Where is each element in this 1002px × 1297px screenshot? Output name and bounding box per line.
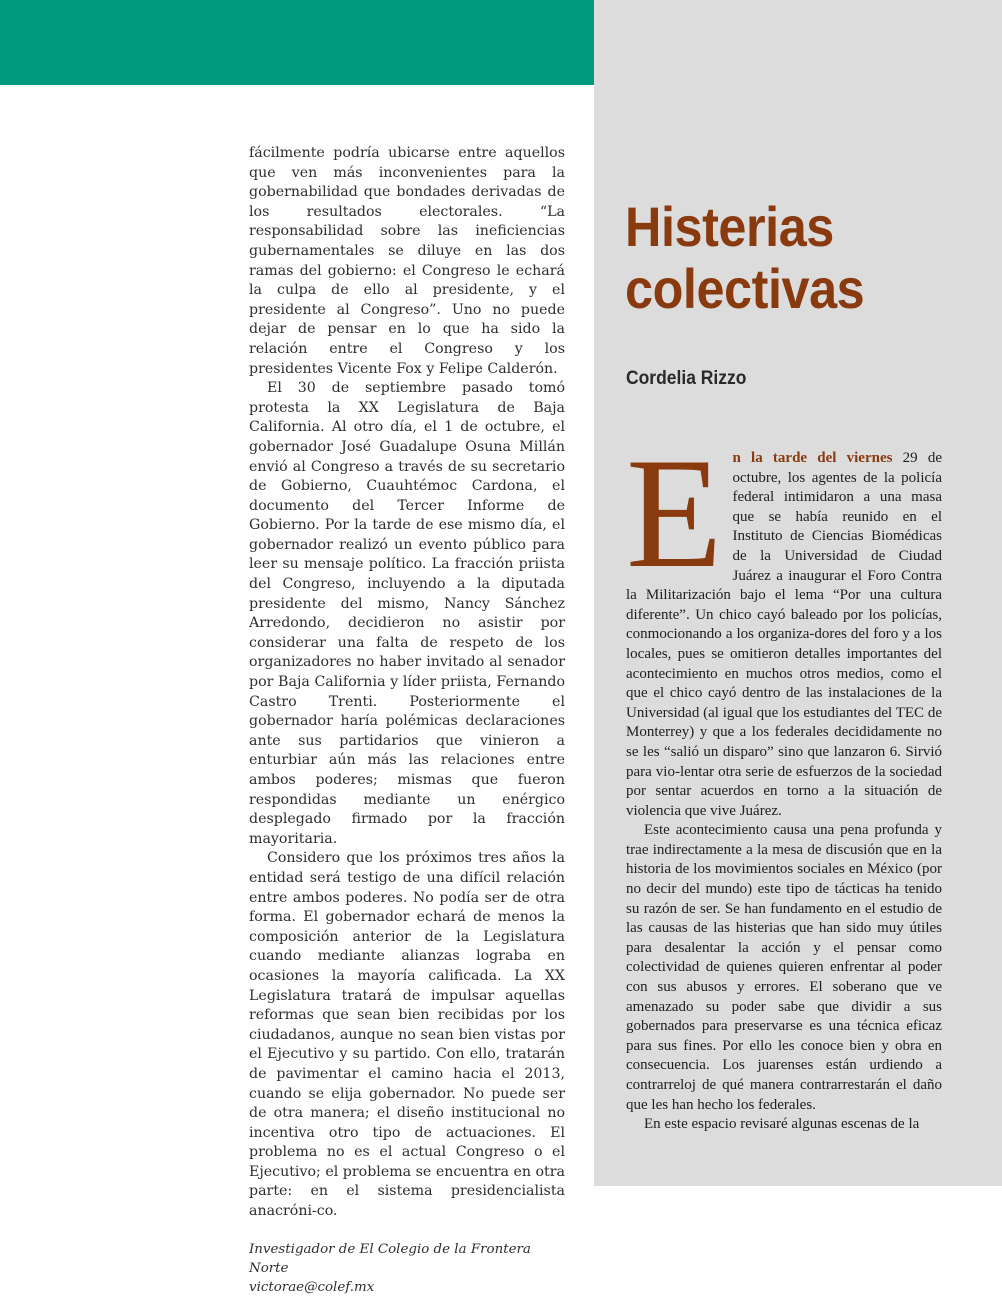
body-paragraph: El 30 de septiembre pasado tomó protesta la XX Legislatura de Baja California. Al otro día, el 1 de octubre, el gobernador José Guadalupe Osuna Millán envió al Congreso a través de su secretario de Gobierno, Cuauhtémoc Cardona, el documento del Tercer Informe de Gobierno. Por la tarde de ese mismo día, el gobernador realizó un evento público para leer su mensaje político. La fracción priista del Congreso, incluyendo a la diputada presidente del mismo, Nancy Sánchez Arredondo, decidieron no asistir por considerar una falta de respeto de los organizadores no haber invitado al senador por Baja California y líder priista, Fernando Castro Trenti. Posteriormente el gobernador haría polémicas declaraciones ante sus partidarios que vinieron a enturbiar aún más las relaciones entre ambos poderes; mismas que fueron respondidas mediante un enérgico desplegado firmado por la fracción mayoritaria. bbox=[249, 380, 565, 847]
body-paragraph: Considero que los próximos tres años la entidad será testigo de una difícil relación entre ambos poderes. No podía ser de otra forma. El gobernador echará de menos la composición anterior de la Legislatura cuando mediante alianzas lograba en ocasiones la mayoría calificada. La XX Legislatura tratará de impulsar aquellas reformas que sean bien recibidas por los ciudadanos, aunque no sean bien vistas por el Ejecutivo y su partido. Con ello, tratarán de pavimentar el camino hacia el 2013, cuando se elija gobernador. No puede ser de otra manera; el diseño institucional no incentiva otro tipo de actuaciones. El problema no es el actual Congreso o el Ejecutivo; el problema se encuentra en otra parte: en el sistema presidencialista anacróni-co. bbox=[249, 850, 565, 1220]
paragraph-text: 29 de octubre, los agentes de la policía federal intimidaron a una masa que se había reunido en el Instituto de Ciencias Biomédicas de la Universidad de Ciudad Juárez a inaugurar el Foro Contra la Militarización bajo el lema “Por una cultura diferente”. Un chico cayó baleado por los policías, conmocionando a los organiza-dores del foro y a los locales, pues se omitieron detalles importantes del acontecimiento en muchos otros medios, como el que el chico cayó dentro de las instalaciones de la Universidad (al igual que los estudiantes del TEC de Monterrey) y que a los federales decididamente no se les “salió un disparo” sino que lanzaron 6. Sirvió para vio-lentar otra serie de esfuerzos de la sociedad por sentar acuerdos en torno a la situación de violencia que vive Juárez. bbox=[626, 450, 942, 819]
body-paragraph: fácilmente podría ubicarse entre aquellos que ven más inconvenientes para la gobernabilidad que bondades derivadas de los resultados electorales. “La responsabilidad sobre las ineficiencias gubernamentales se diluye en las dos ramas del gobierno: el Congreso le echará la culpa de ello al presidente, y el presidente al Congreso”. Uno no puede dejar de pensar en lo que ha sido la relación entre el Congreso y los presidentes Vicente Fox y Felipe Calderón. bbox=[249, 145, 565, 377]
header-color-bar bbox=[0, 0, 594, 85]
author-email: victorae@colef.mx bbox=[249, 1279, 375, 1295]
article-body bbox=[626, 426, 942, 1135]
title-line: Histerias bbox=[625, 195, 834, 258]
author-affiliation: Investigador de El Colegio de la Frontera Norte bbox=[249, 1241, 531, 1276]
article-paragraph bbox=[626, 426, 942, 821]
article-paragraph: Este acontecimiento causa una pena profunda y trae indirectamente a la mesa de discusión que en la historia de los movimientos sociales en México (por no decir del mundo) este tipo de tácticas ha tenido su razón de ser. Se han fundamento en el estudio de las causas de las histerias que han sido muy útiles para desalentar la acción y el pensar como colectividad de quienes quieren enfrentar al poder con sus abusos y errores. El soberano que ve amenazado su poder sabe que dividir a sus gobernados para preservarse es una técnica eficaz para sus fines. Por ello les conoce bien y obra en consecuencia. Los juarenses están urdiendo a contrarreloj de qué manera contrarrestarán el daño que les han hecho los federales. bbox=[626, 822, 942, 1113]
lead-in: n la tarde del viernes bbox=[732, 450, 893, 466]
author-signature bbox=[249, 1240, 565, 1297]
previous-article-column bbox=[249, 144, 565, 1297]
drop-cap: E bbox=[626, 426, 723, 601]
article-author: Cordelia Rizzo bbox=[626, 368, 747, 389]
article-title bbox=[625, 196, 864, 320]
article-paragraph: En este espacio revisaré algunas escenas de la bbox=[644, 1116, 920, 1133]
title-line: colectivas bbox=[625, 257, 865, 320]
